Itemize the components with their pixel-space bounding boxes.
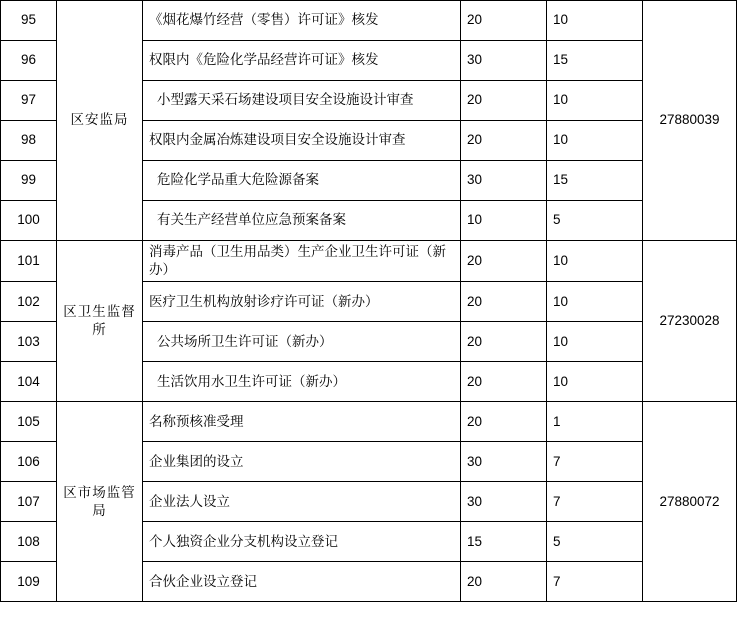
promised-limit: 5 [547,522,643,562]
row-number: 107 [1,482,57,522]
row-number: 105 [1,402,57,442]
item-name: 个人独资企业分支机构设立登记 [143,522,461,562]
item-name: 危险化学品重大危险源备案 [143,161,461,201]
item-name: 《烟花爆竹经营（零售）许可证》核发 [143,1,461,41]
legal-limit: 30 [461,41,547,81]
legal-limit: 30 [461,161,547,201]
legal-limit: 30 [461,482,547,522]
item-name: 企业集团的设立 [143,442,461,482]
row-number: 103 [1,322,57,362]
item-name: 合伙企业设立登记 [143,562,461,602]
promised-limit: 7 [547,482,643,522]
department-code-anjianju: 27880039 [643,1,737,241]
row-number: 95 [1,1,57,41]
department-code-weishengjiandusuo: 27230028 [643,241,737,402]
department-cell-weishengjiandusuo: 区卫生监督所 [57,241,143,402]
promised-limit: 10 [547,1,643,41]
department-code-shichangjianguanju: 27880072 [643,402,737,602]
promised-limit: 15 [547,161,643,201]
row-number: 100 [1,201,57,241]
table-row [1,402,737,442]
row-number: 97 [1,81,57,121]
table-row [1,241,737,282]
promised-limit: 15 [547,41,643,81]
legal-limit: 20 [461,81,547,121]
row-number: 104 [1,362,57,402]
promised-limit: 7 [547,562,643,602]
item-name: 企业法人设立 [143,482,461,522]
row-number: 96 [1,41,57,81]
promised-limit: 10 [547,121,643,161]
legal-limit: 15 [461,522,547,562]
item-name: 名称预核准受理 [143,402,461,442]
promised-limit: 10 [547,282,643,322]
promised-limit: 10 [547,81,643,121]
legal-limit: 20 [461,121,547,161]
item-name: 公共场所卫生许可证（新办） [143,322,461,362]
row-number: 101 [1,241,57,282]
department-cell-shichangjianguanju: 区市场监管局 [57,402,143,602]
promised-limit: 10 [547,322,643,362]
item-name: 消毒产品（卫生用品类）生产企业卫生许可证（新办） [143,241,461,282]
promised-limit: 10 [547,241,643,282]
table-row [1,1,737,41]
row-number: 109 [1,562,57,602]
item-name: 生活饮用水卫生许可证（新办） [143,362,461,402]
row-number: 102 [1,282,57,322]
item-name: 权限内金属冶炼建设项目安全设施设计审查 [143,121,461,161]
legal-limit: 20 [461,282,547,322]
item-name: 权限内《危险化学品经营许可证》核发 [143,41,461,81]
item-name: 有关生产经营单位应急预案备案 [143,201,461,241]
row-number: 99 [1,161,57,201]
item-name: 小型露天采石场建设项目安全设施设计审查 [143,81,461,121]
legal-limit: 20 [461,241,547,282]
row-number: 106 [1,442,57,482]
legal-limit: 20 [461,322,547,362]
row-number: 108 [1,522,57,562]
promised-limit: 10 [547,362,643,402]
promised-limit: 1 [547,402,643,442]
promised-limit: 5 [547,201,643,241]
legal-limit: 10 [461,201,547,241]
promised-limit: 7 [547,442,643,482]
legal-limit: 20 [461,362,547,402]
legal-limit: 20 [461,402,547,442]
row-number: 98 [1,121,57,161]
legal-limit: 20 [461,1,547,41]
legal-limit: 30 [461,442,547,482]
item-name: 医疗卫生机构放射诊疗许可证（新办） [143,282,461,322]
department-cell-anjianju: 区安监局 [57,1,143,241]
legal-limit: 20 [461,562,547,602]
